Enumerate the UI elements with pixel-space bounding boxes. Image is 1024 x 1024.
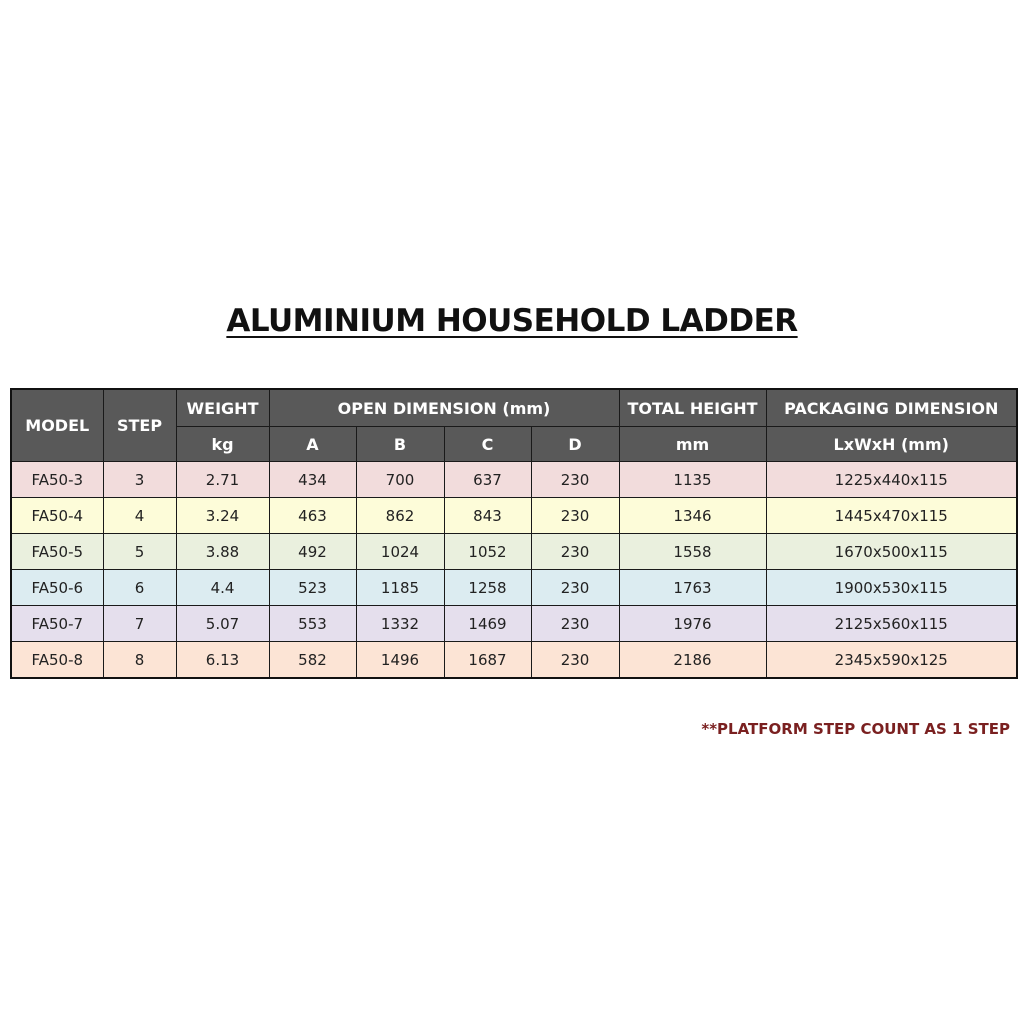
header-open-d: D xyxy=(531,427,619,462)
cell-a: 553 xyxy=(269,606,356,642)
cell-step: 4 xyxy=(103,498,176,534)
cell-c: 843 xyxy=(444,498,531,534)
cell-packaging: 1225x440x115 xyxy=(766,462,1017,498)
cell-packaging: 1445x470x115 xyxy=(766,498,1017,534)
cell-weight: 6.13 xyxy=(176,642,269,679)
spec-table xyxy=(10,388,1018,679)
cell-b: 1185 xyxy=(356,570,444,606)
cell-weight: 3.88 xyxy=(176,534,269,570)
cell-c: 1687 xyxy=(444,642,531,679)
header-open-b: B xyxy=(356,427,444,462)
cell-total-height: 2186 xyxy=(619,642,766,679)
cell-packaging: 1670x500x115 xyxy=(766,534,1017,570)
cell-c: 1469 xyxy=(444,606,531,642)
cell-d: 230 xyxy=(531,642,619,679)
cell-b: 1024 xyxy=(356,534,444,570)
cell-model: FA50-5 xyxy=(11,534,103,570)
header-open-a: A xyxy=(269,427,356,462)
cell-c: 637 xyxy=(444,462,531,498)
table-row xyxy=(11,534,1017,570)
cell-step: 7 xyxy=(103,606,176,642)
table-row xyxy=(11,642,1017,679)
header-step: STEP xyxy=(103,389,176,462)
cell-model: FA50-7 xyxy=(11,606,103,642)
cell-model: FA50-6 xyxy=(11,570,103,606)
cell-b: 1332 xyxy=(356,606,444,642)
cell-c: 1052 xyxy=(444,534,531,570)
header-total-height-unit: mm xyxy=(619,427,766,462)
table-row xyxy=(11,462,1017,498)
cell-d: 230 xyxy=(531,606,619,642)
cell-model: FA50-8 xyxy=(11,642,103,679)
cell-step: 8 xyxy=(103,642,176,679)
cell-weight: 2.71 xyxy=(176,462,269,498)
cell-step: 3 xyxy=(103,462,176,498)
page-title-text: ALUMINIUM HOUSEHOLD LADDER xyxy=(226,303,798,339)
cell-model: FA50-3 xyxy=(11,462,103,498)
header-open-c: C xyxy=(444,427,531,462)
cell-weight: 4.4 xyxy=(176,570,269,606)
header-model: MODEL xyxy=(11,389,103,462)
cell-a: 582 xyxy=(269,642,356,679)
footnote: **PLATFORM STEP COUNT AS 1 STEP xyxy=(701,720,1010,738)
header-weight: WEIGHT xyxy=(176,389,269,427)
header-packaging: PACKAGING DIMENSION xyxy=(766,389,1017,427)
page-title xyxy=(0,303,1024,339)
header-packaging-unit: LxWxH (mm) xyxy=(766,427,1017,462)
cell-d: 230 xyxy=(531,534,619,570)
cell-total-height: 1135 xyxy=(619,462,766,498)
cell-model: FA50-4 xyxy=(11,498,103,534)
cell-step: 6 xyxy=(103,570,176,606)
cell-a: 463 xyxy=(269,498,356,534)
table-row xyxy=(11,570,1017,606)
cell-b: 1496 xyxy=(356,642,444,679)
cell-d: 230 xyxy=(531,498,619,534)
cell-packaging: 2345x590x125 xyxy=(766,642,1017,679)
cell-b: 862 xyxy=(356,498,444,534)
cell-weight: 3.24 xyxy=(176,498,269,534)
table-row xyxy=(11,606,1017,642)
cell-weight: 5.07 xyxy=(176,606,269,642)
cell-a: 492 xyxy=(269,534,356,570)
cell-total-height: 1976 xyxy=(619,606,766,642)
cell-a: 523 xyxy=(269,570,356,606)
cell-total-height: 1763 xyxy=(619,570,766,606)
cell-total-height: 1346 xyxy=(619,498,766,534)
cell-a: 434 xyxy=(269,462,356,498)
header-open-dimension: OPEN DIMENSION (mm) xyxy=(269,389,619,427)
cell-d: 230 xyxy=(531,570,619,606)
cell-total-height: 1558 xyxy=(619,534,766,570)
cell-d: 230 xyxy=(531,462,619,498)
cell-b: 700 xyxy=(356,462,444,498)
table-row xyxy=(11,498,1017,534)
cell-packaging: 2125x560x115 xyxy=(766,606,1017,642)
cell-step: 5 xyxy=(103,534,176,570)
header-weight-unit: kg xyxy=(176,427,269,462)
cell-c: 1258 xyxy=(444,570,531,606)
header-total-height: TOTAL HEIGHT xyxy=(619,389,766,427)
header-row-1 xyxy=(11,389,1017,427)
cell-packaging: 1900x530x115 xyxy=(766,570,1017,606)
